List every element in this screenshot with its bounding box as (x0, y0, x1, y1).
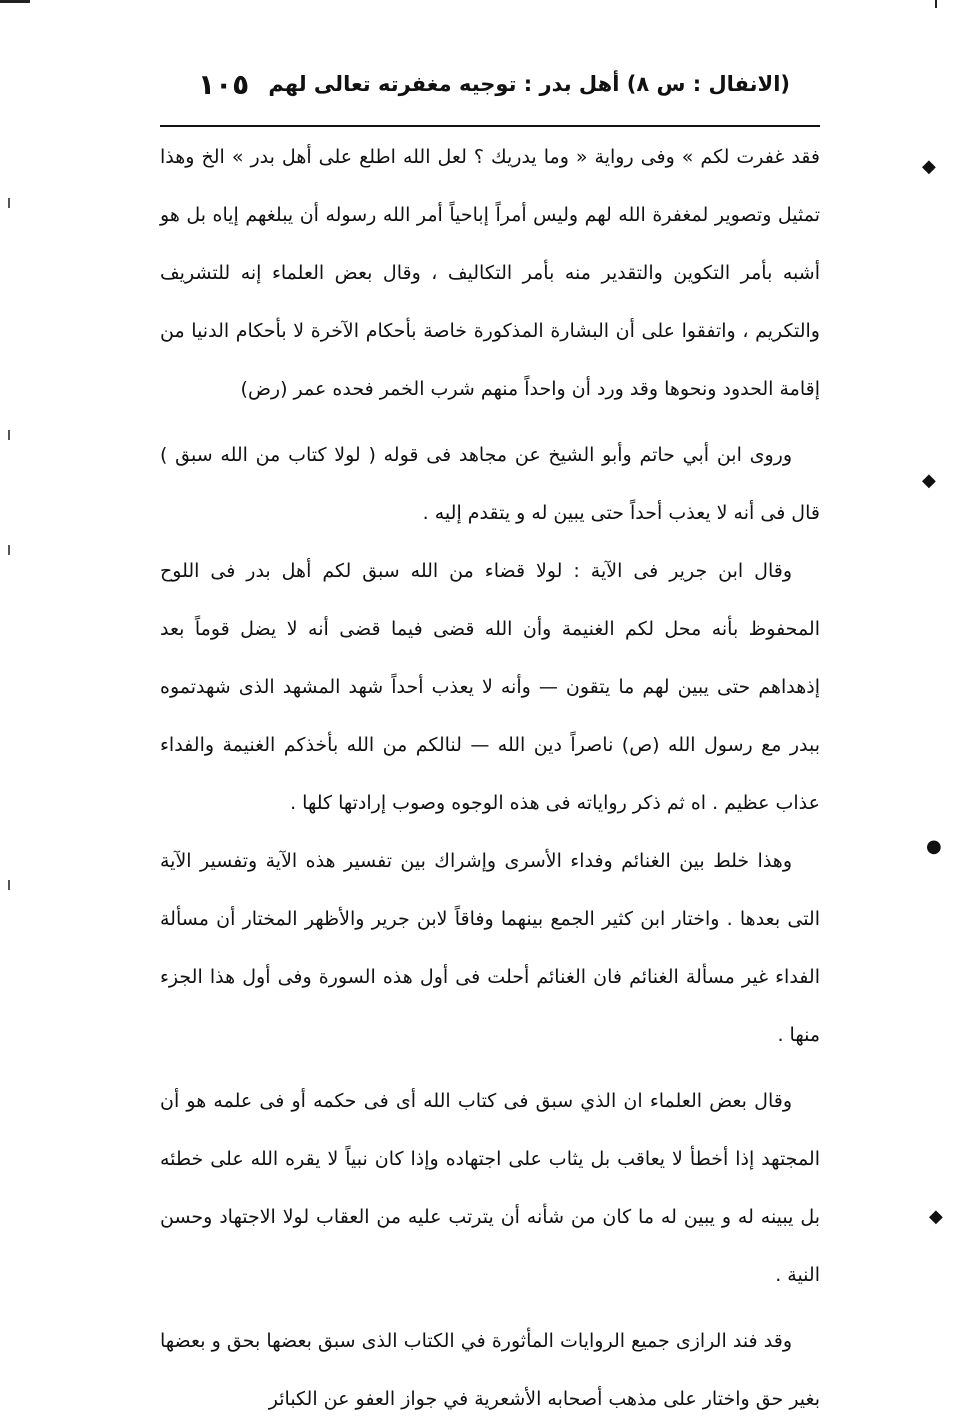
paragraph: وقال بعض العلماء ان الذي سبق فى كتاب الله أى فى حكمه أو فى علمه هو أن المجتهد إذا أخطأ لا يعاقب بل يثاب على اجتهاده وإذا كان نبياً لا يقره الله على خطئه بل يبينه له و يبين له ما كان من شأنه أن يترتب عليه من العقاب لولا الاجتهاد وحسن النية . (160, 1090, 820, 1286)
margin-speck-icon: ● (926, 836, 942, 857)
margin-speck-icon: ◆ (922, 470, 936, 491)
running-header (180, 64, 800, 108)
paragraph: وقال ابن جرير فى الآية : لولا قضاء من الله سبق لكم أهل بدر فى اللوح المحفوظ بأنه محل لكم الغنيمة وأن الله قضى فيما قضى أنه لا يضل قوماً بعد إذهداهم حتى يبين لهم ما يتقون — وأنه لا يعذب أحداً شهد المشهد الذى شهدتموه ببدر مع رسول الله (ص) ناصراً دين الله — لنالكم من الله بأخذكم الغنيمة والفداء عذاب عظيم . اه ثم ذكر رواياته فى هذه الوجوه وصوب إرادتها كلها . (160, 560, 820, 814)
header-title: (الانفال : س ٨) أهل بدر : توجيه مغفرته تعالى لهم (268, 72, 790, 96)
margin-speck-icon: ◆ (929, 1206, 943, 1227)
paragraph: فقد غفرت لكم » وفى رواية « وما يدريك ؟ لعل الله اطلع على أهل بدر » الخ وهذا تمثيل وتصوير لمغفرة الله لهم وليس أمراً إباحياً أمر الله رسوله أن يبلغهم إياه بل هو أشبه بأمر التكوين والتقدير منه بأمر التكاليف ، وقال بعض العلماء إنه للتشريف والتكريم ، واتفقوا على أن البشارة المذكورة خاصة بأحكام الآخرة لا بأحكام الدنيا من إقامة الحدود ونحوها وقد ورد أن واحداً منهم شرب الخمر فحده عمر (رض) (160, 146, 820, 400)
margin-tick (8, 880, 10, 890)
margin-tick (8, 430, 10, 440)
header-rule (160, 125, 820, 127)
paragraph: وهذا خلط بين الغنائم وفداء الأسرى وإشراك بين تفسير هذه الآية وتفسير الآية التى بعدها . واختار ابن كثير الجمع بينهما وفاقاً لابن جرير والأظهر المختار أن مسألة الفداء غير مسألة الغنائم فان الغنائم أحلت فى أول هذه السورة وفى أول هذا الجزء منها . (160, 850, 820, 1046)
scan-mark (0, 0, 30, 3)
page-number: ١٠٥ (198, 68, 250, 101)
margin-tick (8, 545, 10, 555)
paragraph: وقد فند الرازى جميع الروايات المأثورة في الكتاب الذى سبق بعضها بحق و بعضها بغير حق واختار على مذهب أصحابه الأشعرية في جواز العفو عن الكبائر (160, 1330, 820, 1410)
scan-mark (935, 0, 937, 8)
body-text (160, 128, 820, 1428)
margin-tick (8, 198, 10, 208)
paragraph: وروى ابن أبي حاتم وأبو الشيخ عن مجاهد فى قوله ( لولا كتاب من الله سبق ) قال فى أنه لا يعذب أحداً حتى يبين له و يتقدم إليه . (160, 444, 820, 524)
margin-speck-icon: ◆ (922, 156, 936, 177)
